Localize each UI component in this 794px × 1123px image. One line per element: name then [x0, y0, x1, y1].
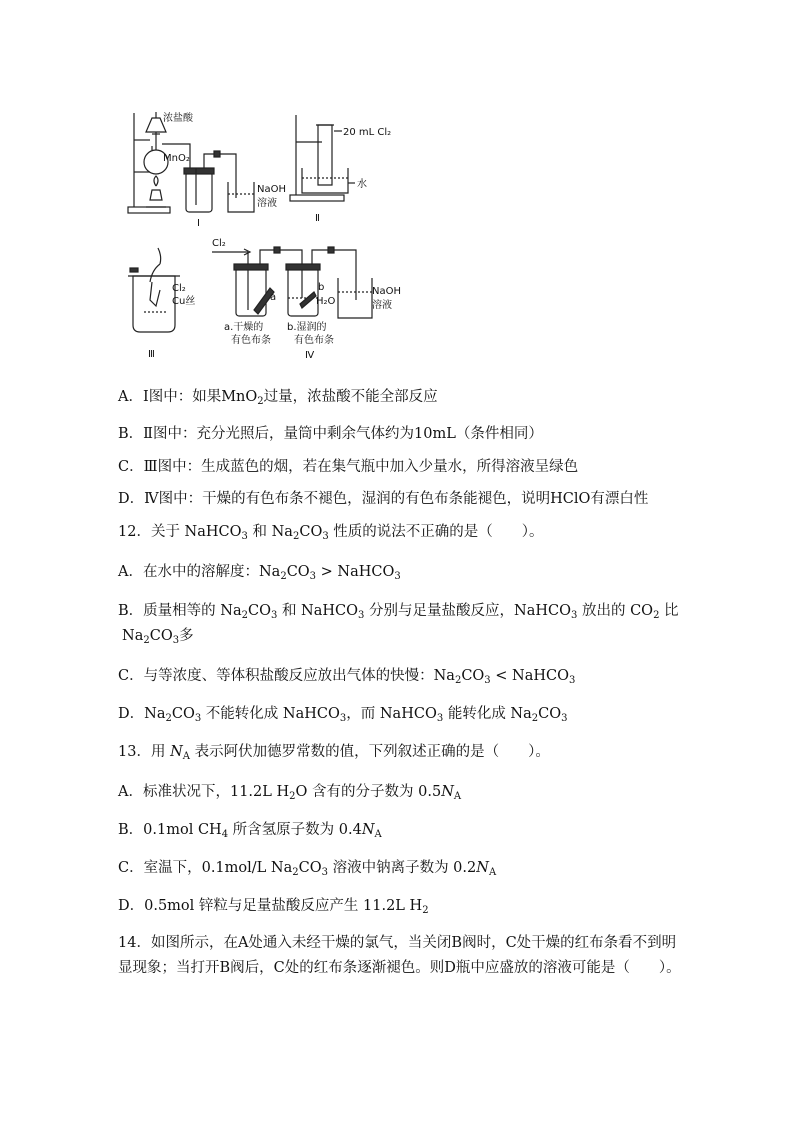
q14-line2: 显现象；当打开B阀后，C处的红布条逐渐褪色。则D瓶中应盛放的溶液可能是（ ）。: [118, 960, 681, 976]
label-h2o: H₂O: [316, 296, 336, 307]
label-figure-I: Ⅰ: [197, 218, 200, 229]
q12-option-a: A．在水中的溶解度：$Na_2CO_3$ > NaHCO$_3$: [118, 564, 401, 582]
label-naoh-1: NaOH: [257, 184, 286, 195]
label-rongye-2: 溶液: [372, 300, 392, 311]
caption-b-line2: 有色布条: [294, 335, 334, 346]
q11-option-a: A．Ⅰ图中：如果MnO$_2$过量，浓盐酸不能全部反应: [118, 389, 438, 407]
label-a: a: [270, 292, 277, 303]
q12-stem: 12．关于 NaHCO$_3$ 和 $Na_2CO_3$ 性质的说法不正确的是（ ）。: [118, 524, 544, 542]
caption-a-line2: 有色布条: [231, 335, 271, 346]
apparatus-1: [128, 112, 254, 213]
label-naoh-2: NaOH: [372, 286, 401, 297]
label-cu-wire: Cu丝: [172, 296, 196, 307]
q12-option-c: C．与等浓度、等体积盐酸反应放出气体的快慢：$Na_2CO_3$ < NaHCO$_3$: [118, 668, 576, 686]
q11-option-c: C．Ⅲ图中：生成蓝色的烟，若在集气瓶中加入少量水，所得溶液呈绿色: [118, 459, 579, 475]
q11-option-d: D．Ⅳ图中：干燥的有色布条不褪色，湿润的有色布条能褪色，说明HClO有漂白性: [118, 491, 649, 507]
q13-option-a: A．标准状况下，11.2L $H_2O$ 含有的分子数为 $0.5N_A$: [118, 784, 462, 802]
label-water: 水: [357, 179, 367, 190]
q14-line1: 14．如图所示，在A处通入未经干燥的氯气，当关闭B阀时，C处干燥的红布条看不到明: [118, 935, 677, 951]
label-figure-IV: Ⅳ: [305, 350, 315, 361]
label-20ml-cl2: 20 mL Cl₂: [343, 127, 392, 138]
label-figure-II: Ⅱ: [315, 213, 320, 224]
label-figure-III: Ⅲ: [148, 349, 155, 360]
caption-a-line1: a.干燥的: [224, 322, 264, 333]
label-cl2-iii: Cl₂: [172, 283, 186, 294]
apparatus-4: [212, 247, 372, 318]
label-rongye-1: 溶液: [257, 198, 277, 209]
q13-stem: 13．用 $N_A$ 表示阿伏加德罗常数的值，下列叙述正确的是（ ）。: [118, 744, 550, 762]
q12-option-b-line2: $Na_2CO_3$多: [122, 628, 194, 646]
caption-b-line1: b.湿润的: [287, 322, 327, 333]
q11-option-b: B．Ⅱ图中：充分光照后，量筒中剩余气体约为10mL（条件相同）: [118, 426, 543, 442]
label-b: b: [318, 282, 325, 293]
q13-option-b: B．0.1mol $CH_4$ 所含氢原子数为 $0.4N_A$: [118, 822, 382, 840]
label-cl2-iv: Cl₂: [212, 238, 226, 249]
apparatus-figure: [0, 0, 794, 370]
label-mno2: MnO₂: [163, 153, 190, 164]
q13-option-c: C．室温下，0.1mol/L $Na_2CO_3$ 溶液中钠离子数为 $0.2N_A$: [118, 860, 497, 878]
label-conc-hcl: 浓盐酸: [163, 113, 193, 124]
q12-option-d: D．$Na_2CO_3$ 不能转化成 NaHCO$_3$，而 NaHCO$_3$ 能转化成 $Na_2CO_3$: [118, 706, 568, 724]
q12-option-b-line1: B．质量相等的 $Na_2CO_3$ 和 NaHCO$_3$ 分别与足量盐酸反应，NaHCO$_3$ 放出的 $CO_2$ 比: [118, 603, 679, 621]
q13-option-d: D．0.5mol 锌粒与足量盐酸反应产生 11.2L $H_2$: [118, 898, 429, 916]
